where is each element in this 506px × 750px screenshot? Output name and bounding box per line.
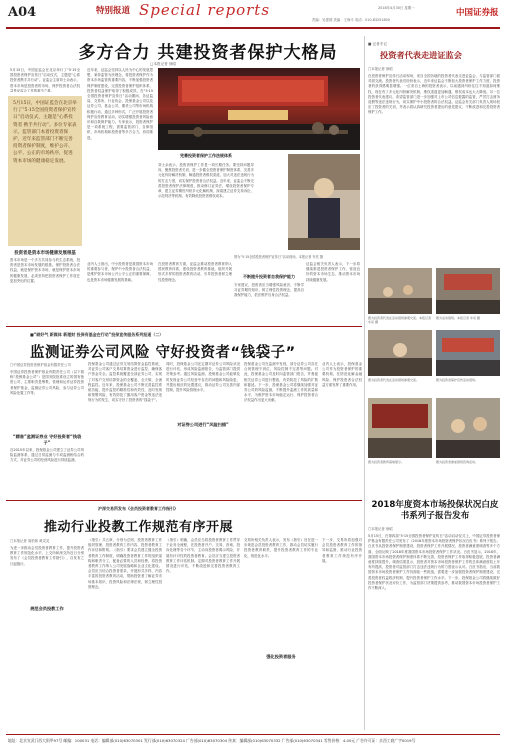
forum-photo-1-caption: 图为投资者代表在活动现场参观交流。本报记者 车亮 摄 [368, 316, 432, 324]
sse-subheading-2: 强化投资者服务 [266, 654, 296, 659]
footer-rule [6, 734, 500, 735]
lead-byline: □本报记者 徐昭 [150, 62, 177, 66]
pull-quote-box [8, 96, 82, 246]
right-photo-2-caption: 图为投资者保护宣传活动现场。 [436, 378, 479, 382]
photo-caption: 图为“5·15全国投资者保护宣传日”活动现场。本报记者 车亮 摄 [234, 255, 323, 259]
right-photo-3-caption: 图为投资者教育基地展示。 [368, 460, 405, 464]
lead-subheading-left: 投资者是资本市场健康发展根基 [14, 251, 76, 256]
forum-headline: 投资者代表走进证监会 [380, 50, 462, 60]
footer-publisher-info: 地址：北京宣武门西大街甲97号 邮编：100031 电话：编辑部(010)63070301 发行部(010)63070324 广告部(010)63070304 传真：编辑部(010)63070332 广告部(010)63070341 零售价格：4.00元 广告许可证：京西工商广字0019号 [8, 738, 416, 743]
lead-column-body-5: 专家建议，投资者应当增强风险意识，不断学习证券期货知识，树立理性投资理念，提高自我保护能力，依法维护自身合法权益。 [234, 283, 304, 298]
lead-headline: 多方合力 共建投资者保护大格局 [78, 43, 338, 63]
pull-quote-text: 5月15日，中国证监会在北京举行了“5·15全国投资者保护宣传日”启动仪式，主题是“心系投资者 携手共行动”。多位专家表示，监管部门本着投资者保护，近年来监管部门不断完善投资者保护制度，维护公开、公平、公正的市场秩序，促进资本市场的健康稳定发展。 [13, 101, 77, 164]
sse-column-3: 《指引》明确，会员应当将投资者教育工作贯穿于业务全流程，在投资者开户、交易、咨询、投诉处理等各个环节，主动向投资者揭示风险，开展有针对性的投资者教育。会员应当建立投资者教育工作评估机制，定期对投资者教育工作开展情况进行评估，不断改进和完善投资者教育工作。 [166, 538, 240, 574]
csrc-subheading-1: “精准”监测证券业 守好投资者“钱袋子” [12, 434, 82, 445]
forum-photo-2 [436, 268, 500, 314]
sse-column-5: 下一步，交易所将加强对会员投资者教育工作的指导和监督，推动行业投资者教育工作规范有序开展。 [322, 538, 362, 563]
whitepaper-headline: 2018年度资本市场投保状况白皮书系列子报告发布 [371, 500, 499, 521]
lead-column-body-3: 业内人士指出，中小投资者是我国资本市场的重要参与者，保护中小投资者合法权益，是维护资本市场公开公平公正的重要保障，也是资本市场健康发展的基础。 [87, 262, 153, 282]
sse-subheading-1: 规范会员投教工作 [30, 606, 64, 611]
csrc-column-1b: 自2015年以来，投保基金公司建立了证券公司风险监测体系，通过日常监测与专项监测相结合的方式，对证券公司的经营风险进行持续监测。 [10, 448, 84, 463]
attendee-photo [288, 154, 360, 250]
right-photo-4-caption: 图为投资者参加现场咨询活动。 [436, 460, 479, 464]
sse-byline: □本报记者 周松林 黄灵灵 [10, 539, 50, 543]
forum-photo-2-caption: 图为活动现场。本报记者 车亮 摄 [436, 316, 480, 320]
csrc-column-5: 业内人士表示，投保基金公司作为投资者保护的重要机构，在防范化解金融风险、保护投资者合法权益方面发挥了重要作用。 [322, 362, 362, 387]
right-photo-1 [368, 330, 432, 376]
forum-photo-1 [368, 268, 432, 314]
lead-subheading-2: 不断提升投资者自我保护能力 [243, 274, 295, 279]
column-divider [364, 36, 365, 730]
csrc-byline: □中国证券投资者保护基金有限责任公司 [10, 363, 71, 367]
sse-kicker: 沪深交易所发布《会员投资者教育工作指引》 [98, 506, 178, 511]
sse-column-4: 交易所相关负责人表示，发布《指引》旨在进一步规范会员投资者教育工作，推动会员切实履行投资者教育职责，提升投资者教育工作的专业化、规范化水平。 [244, 538, 318, 558]
lead-column-intro: 5月15日，中国证监会在北京举行了“5·15全国投资者保护宣传日”启动仪式，主题是“心系投资者携手共行动”。证监会主席刘士余表示，资本市场是投资者的市场，保护投资者合法权益是证监会工作的重中之重。 [10, 68, 80, 92]
editor-credits: 责编：吴建德 美编：王海丰 电话：010-83251800 [312, 18, 390, 22]
lead-column-body-2: 刘士余表示，投资者保护工作是一项长期任务。要坚持问题导向，聚焦投资者关切，进一步健全投资者保护制度体系，完善多元化纠纷解决机制，畅通投资者维权渠道，加大对违法违规行为的打击力度，切实保护投资者合法权益。近年来，证监会不断完善投资者保护法律制度，推动修订证券法，增设投资者保护专章，建立证券期货纠纷多元化解机制，探索建立证券支持诉讼、示范判决等机制，有效降低投资者维权成本。 [158, 163, 254, 199]
forum-kicker: ■ 记者手记 [368, 42, 387, 46]
sse-headline: 推动行业投教工作规范有序开展 [44, 520, 234, 535]
whitepaper-byline: □本报记者 徐昭 [368, 527, 393, 531]
page-footer [0, 734, 506, 750]
right-photo-4 [436, 398, 500, 458]
sse-column-1: 为进一步推动会员投资者教育工作，提升投资者教育工作规范化水平，上交所和深交所近日分别发布了《会员投资者教育工作指引》，自发布之日起施行。 [10, 546, 84, 566]
event-stage-photo [158, 68, 360, 150]
page-number: A04 [8, 5, 37, 20]
csrc-column-3: 同时，投保基金公司还定期对证券公司风险状况进行评估，形成风险监测报告，为监管部门提供决策参考。通过风险监测，投保基金公司能够及时发现证券公司经营中存在的问题和风险隐患，并提出相应的处置建议，推动证券公司完善内部控制，提升风险管理水平。 [166, 362, 240, 393]
issue-date: 2018年4月30日 星期一 [378, 6, 415, 10]
forum-byline: □本报记者 徐昭 [368, 67, 393, 71]
csrc-column-2: 投保基金公司通过证券交易结算资金监控系统，对证券公司客户交易结算资金进行监控，确保客户资金安全。监控系统覆盖全部证券公司，实现了对客户交易结算资金的全覆盖、全天候、全流程监控。近年来，投保基金公司不断完善监控系统功能，提升监控的精准性和有效性，及时发现和预警风险，有效防范了挪用客户资金等违法违规行为的发生，切实守好了投资者的“钱袋子”。 [88, 362, 162, 403]
header-rule [6, 27, 500, 29]
sse-column-2: 《指引》共五章，分别为总则、投资者教育工作组织管理、投资者教育工作内容、投资者教育工作评估和附则。《指引》要求会员建立健全投资者教育工作制度，明确投资者教育工作的组织架构和职责分工，配备必要的人员和经费，将投资者教育工作纳入公司发展战略和企业文化建设。会员应当结合投资者需求，开展形式多样、内容丰富的投资者教育活动，帮助投资者了解证券市场基本知识、投资风险和法律法规，树立理性投资理念。 [88, 538, 162, 589]
lead-subheading-1: 完善投资者保护工作法规体系 [180, 153, 232, 158]
whitepaper-body: 5月15日，在第四届“5·15全国投资者保护宣传日”活动启动仪式上，中国证券投资者保护基金有限责任公司发布了《2018年度资本市场投资者保护状况白皮书》系列子报告。白皮书从投资者保护制度建设、投资者保护工作开展情况、投资者满意度调查等多个方面，全面反映了2018年度我国资本市场投资者保护工作状况。白皮书显示，2018年，我国资本市场投资者保护制度体系不断完善，投资者保护工作取得积极进展，投资者满意度持续提升。调查结果显示，投资者对资本市场投资者保护工作的总体满意度较上年有所提高，投资者对监管部门打击违法违规行为的力度表示认可。白皮书指出，当前我国资本市场投资者保护工作仍面临一些挑战，需要进一步加强投资者保护制度建设，完善投资者权益救济机制，提升投资者保护工作水平。下一步，投保基金公司将继续做好投资者保护状况评价工作，为监管部门决策提供参考，推动我国资本市场投资者保护工作不断深入。 [368, 534, 500, 591]
right-photo-2 [436, 330, 500, 376]
section-name-english: Special reports [139, 1, 271, 19]
newspaper-logo: 中国证券报 [456, 8, 499, 18]
forum-body: 在投资者保护宣传日活动现场，来自全国各地的投资者代表走进证监会，与监管部门面对面交流。投资者代表们纷纷表示，近年来证监会不断加大投资者保护工作力度，投资者的获得感明显增强。一位来自上海的投资者表示，以前遇到纠纷往往不知道如何维权，现在有了多元化纠纷解决机制，维权渠道更加畅通，维权成本也大大降低。另一位投资者代表建议，希望监管部门进一步加强对上市公司信息披露的监管，严厉打击财务造假等违法违规行为，切实保护中小投资者的合法权益。证监会有关部门负责人现场回应了投资者的关切，并表示将认真研究投资者提出的意见建议，不断改进和完善投资者保护工作。 [368, 74, 500, 115]
lead-column-left-2: 资本市场是一个多方共同参与的生态系统，投资者是资本市场发展的根基。保护投资者合法权益，就是保护资本市场，就是保护资本市场的健康发展，必须坚持把投资者保护工作放在更加突出的位置。 [10, 258, 80, 283]
page-header [0, 0, 506, 30]
right-photo-1-caption: 图为投资者代表在活动现场参观交流。 [368, 378, 420, 382]
csrc-column-1: 中国证券投资者保护基金有限责任公司（以下简称“投保基金公司”）是国务院批准设立的国有独资公司，主要职责是筹集、管理和运作证券投资者保护基金，监测证券公司风险，参与证券公司风险处置工作等。 [10, 370, 84, 395]
csrc-subheading-2: 对证券公司进行“风险扫描” [177, 422, 229, 427]
section-rule [6, 326, 362, 327]
lead-column-body-4: 在投资者教育方面，证监会推动投资者教育纳入国民教育体系，建设投资者教育基地，组织开展形式多样的投资者教育活动，引导投资者树立理性投资理念。 [158, 262, 232, 282]
right-photo-3 [368, 398, 432, 458]
lead-column-body: 近年来，证监会坚持以人民为中心的发展思想，秉持监管为民理念，将投资者保护作为资本市场监管的重要内容，不断加强投资者保护制度建设，完善投资者保护组织体系，投资者权益保护取得了积极成效。在“5·15全国投资者保护宣传日”活动期间，各证监局、交易所、行业协会、投保基金公司以及证券公司、基金公司、期货公司等市场机构积极行动，通过多种形式，广泛开展投资者保护宣传教育活动，切实增强投资者风险意识和自我保护能力。专家表示，投资者保护是一项系统工程，需要监管部门、自律组织、市场机构和投资者等多方合力、协同推进。 [87, 68, 153, 140]
csrc-headline: 监测证券公司风险 守好投资者“钱袋子” [30, 345, 296, 361]
section-name: 特别报道 [96, 6, 131, 16]
section-rule-bottom [6, 500, 362, 501]
csrc-kicker: ■“刷好气 新媒体 新理财 投保有基金在行动”投保宣传服务系列报道（二） [30, 332, 164, 337]
lead-column-body-6: 证监会相关负责人表示，下一步将继续推进投资者保护工作，营造良好的资本市场生态，推动资本市场持续健康发展。 [306, 262, 360, 282]
csrc-column-4: 投保基金公司在监测中发现，部分证券公司存在合规管理不到位、风险控制不完善等问题。对此，投保基金公司及时向监管部门报告，并督促相关证券公司进行整改，有效防范了风险的扩散和蔓延。下一步，投保基金公司将继续加强对证券公司的风险监测，不断提升监测工作的质量和水平，为维护资本市场稳定运行、保护投资者合法权益作出更大贡献。 [244, 362, 318, 403]
